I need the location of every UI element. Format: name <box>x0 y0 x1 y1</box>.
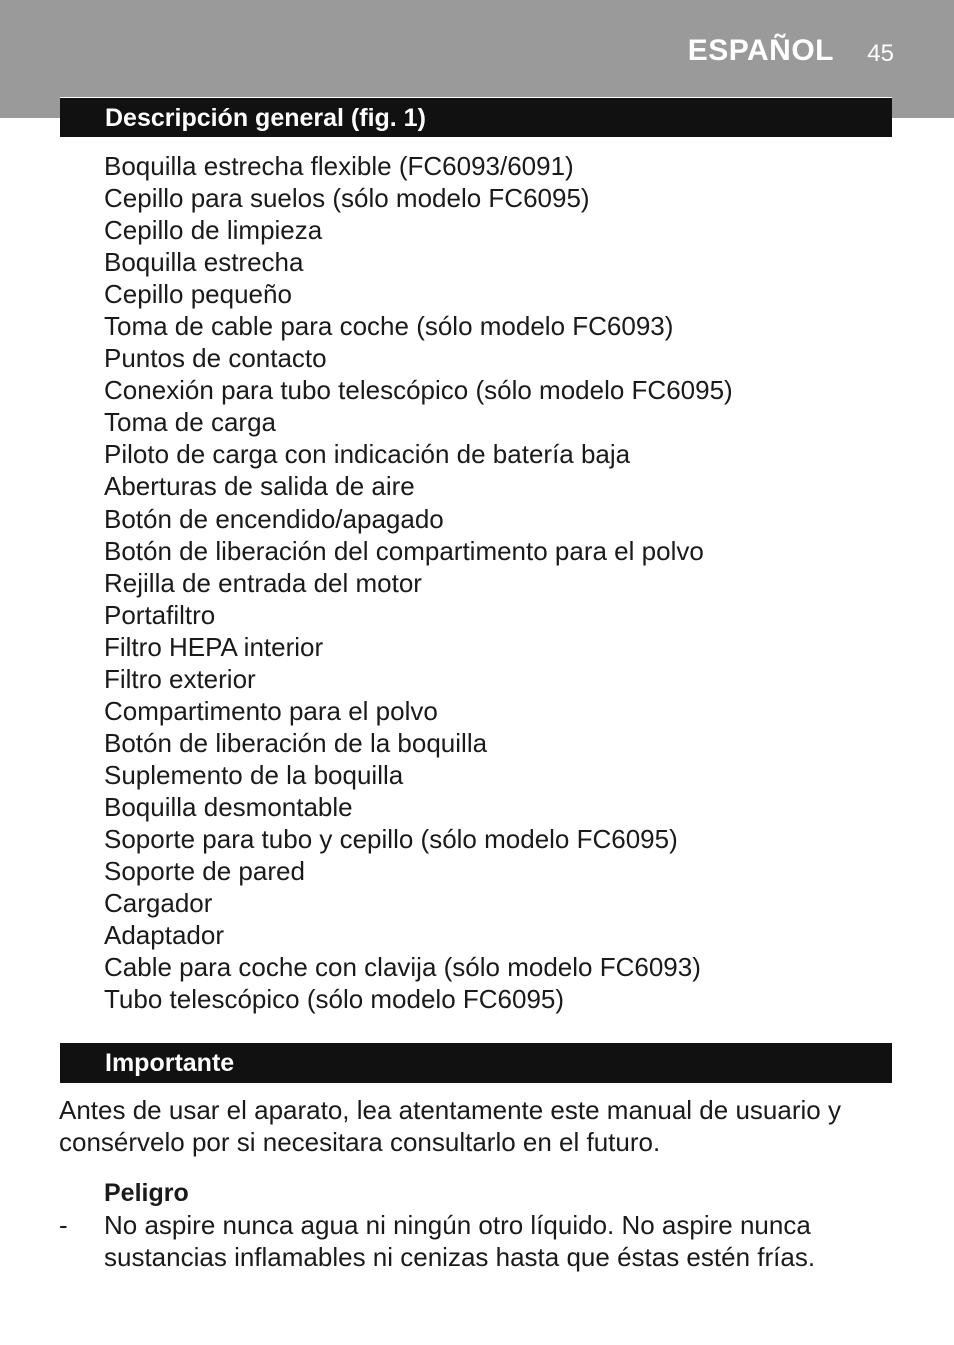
danger-heading: Peligro <box>104 1179 189 1207</box>
list-item-label: Cable para coche con clavija (sólo modelo FC6093) <box>104 952 701 983</box>
list-item-label: Soporte de pared <box>104 856 305 887</box>
bullet-dash: - <box>59 1210 68 1240</box>
list-item-label: Botón de liberación del compartimento para el polvo <box>104 535 704 566</box>
list-item-label: Conexión para tubo telescópico (sólo modelo FC6095) <box>104 375 733 406</box>
list-item-label: Boquilla estrecha <box>104 247 304 278</box>
list-item-label: Filtro HEPA interior <box>104 631 324 662</box>
intro-paragraph: Antes de usar el aparato, lea atentamente este manual de usuario y consérvelo por si necesitara consultarlo en el futuro. <box>59 1095 841 1157</box>
section-title-overview: Descripción general (fig. 1) <box>60 97 892 137</box>
list-item-label: Cargador <box>104 888 213 919</box>
bullet-text: No aspire nunca agua ni ningún otro líquido. No aspire nunca sustancias inflamables ni cenizas hasta que éstas estén frías. <box>104 1210 816 1272</box>
language-title: ESPAÑOL <box>687 34 834 67</box>
list-item-label: Cepillo pequeño <box>104 279 292 310</box>
list-item-label: Aberturas de salida de aire <box>104 471 415 502</box>
list-item-label: Suplemento de la boquilla <box>104 759 404 790</box>
list-item-label: Soporte para tubo y cepillo (sólo modelo FC6095) <box>104 823 678 854</box>
list-item-label: Botón de encendido/apagado <box>104 503 444 534</box>
list-item-label: Boquilla desmontable <box>104 791 353 822</box>
page-number: 45 <box>867 40 894 67</box>
list-item-label: Compartimento para el polvo <box>104 695 438 726</box>
list-item-label: Piloto de carga con indicación de batería baja <box>104 439 631 470</box>
list-item-label: Cepillo para suelos (sólo modelo FC6095) <box>104 183 590 214</box>
list-item-label: Rejilla de entrada del motor <box>104 567 422 598</box>
list-item-label: Adaptador <box>104 920 224 951</box>
list-item-label: Portafiltro <box>104 599 216 630</box>
list-item-label: Filtro exterior <box>104 663 256 694</box>
section-title-important: Importante <box>60 1043 892 1083</box>
list-item-label: Cepillo de limpieza <box>104 215 323 246</box>
list-item-label: Puntos de contacto <box>104 343 327 374</box>
list-item-label: Botón de liberación de la boquilla <box>104 727 488 758</box>
list-item-label: Boquilla estrecha flexible (FC6093/6091) <box>104 151 574 181</box>
list-item-label: Toma de carga <box>104 407 276 438</box>
list-item-label: Toma de cable para coche (sólo modelo FC6093) <box>104 311 674 342</box>
list-item-label: Tubo telescópico (sólo modelo FC6095) <box>104 984 565 1015</box>
